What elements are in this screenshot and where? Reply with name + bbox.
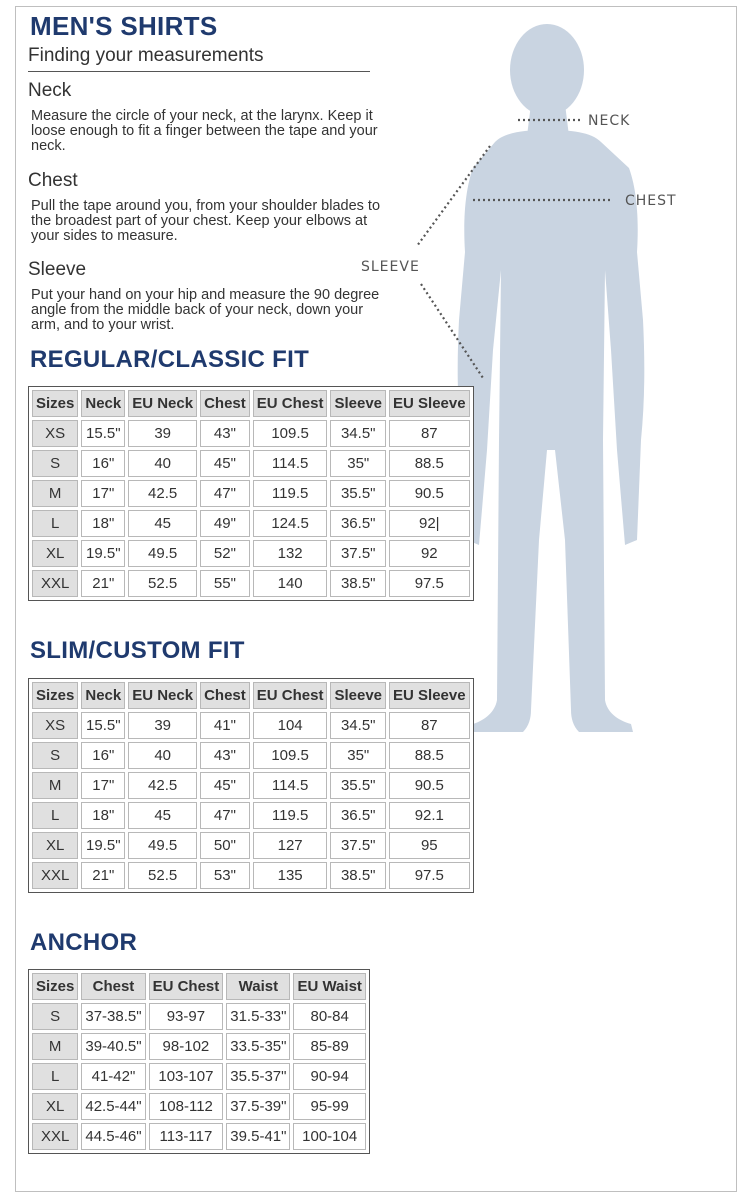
value-cell: 39-40.5" bbox=[81, 1033, 145, 1060]
value-cell: 80-84 bbox=[293, 1003, 365, 1030]
table-row bbox=[32, 832, 470, 859]
size-cell: XXL bbox=[32, 570, 78, 597]
value-cell: 16" bbox=[81, 450, 125, 477]
body-silhouette-figure bbox=[355, 20, 695, 745]
value-cell: 39 bbox=[128, 420, 197, 447]
value-cell: 140 bbox=[253, 570, 328, 597]
size-cell: XL bbox=[32, 540, 78, 567]
value-cell: 15.5" bbox=[81, 420, 125, 447]
value-cell: 34.5" bbox=[330, 712, 386, 739]
column-header: EU Neck bbox=[128, 682, 197, 709]
column-header: EU Chest bbox=[253, 682, 328, 709]
value-cell: 37.5-39" bbox=[226, 1093, 290, 1120]
page-subtitle: Finding your measurements bbox=[28, 45, 370, 72]
table-row bbox=[32, 1003, 366, 1030]
anchor-fit-title: ANCHOR bbox=[30, 929, 138, 956]
column-header: EU Chest bbox=[149, 973, 224, 1000]
value-cell: 124.5 bbox=[253, 510, 328, 537]
chest-instructions: Pull the tape around you, from your shoulder blades to the broadest part of your chest. Keep your elbows at your sides to measure. bbox=[31, 198, 381, 244]
sleeve-heading: Sleeve bbox=[28, 259, 87, 280]
value-cell: 93-97 bbox=[149, 1003, 224, 1030]
value-cell: 97.5 bbox=[389, 862, 470, 889]
value-cell: 42.5 bbox=[128, 480, 197, 507]
chest-heading: Chest bbox=[28, 170, 78, 191]
value-cell: 39 bbox=[128, 712, 197, 739]
table-row bbox=[32, 1033, 366, 1060]
size-cell: XXL bbox=[32, 862, 78, 889]
column-header: Neck bbox=[81, 390, 125, 417]
column-header: Chest bbox=[200, 390, 250, 417]
value-cell: 16" bbox=[81, 742, 125, 769]
value-cell: 85-89 bbox=[293, 1033, 365, 1060]
value-cell: 104 bbox=[253, 712, 328, 739]
value-cell: 37-38.5" bbox=[81, 1003, 145, 1030]
chest-label: CHEST bbox=[625, 193, 677, 209]
table-row bbox=[32, 540, 470, 567]
table-row bbox=[32, 510, 470, 537]
value-cell: 90.5 bbox=[389, 772, 470, 799]
value-cell: 119.5 bbox=[253, 802, 328, 829]
value-cell: 31.5-33" bbox=[226, 1003, 290, 1030]
value-cell: 21" bbox=[81, 862, 125, 889]
value-cell: 44.5-46" bbox=[81, 1123, 145, 1150]
value-cell: 90.5 bbox=[389, 480, 470, 507]
value-cell: 19.5" bbox=[81, 832, 125, 859]
value-cell: 114.5 bbox=[253, 450, 328, 477]
value-cell: 49.5 bbox=[128, 540, 197, 567]
value-cell: 40 bbox=[128, 742, 197, 769]
value-cell: 49.5 bbox=[128, 832, 197, 859]
value-cell: 90-94 bbox=[293, 1063, 365, 1090]
value-cell: 114.5 bbox=[253, 772, 328, 799]
value-cell: 95-99 bbox=[293, 1093, 365, 1120]
column-header: EU Sleeve bbox=[389, 390, 470, 417]
value-cell: 113-117 bbox=[149, 1123, 224, 1150]
value-cell: 88.5 bbox=[389, 450, 470, 477]
value-cell: 39.5-41" bbox=[226, 1123, 290, 1150]
table-header-row bbox=[32, 973, 366, 1000]
neck-heading: Neck bbox=[28, 80, 72, 101]
value-cell: 18" bbox=[81, 510, 125, 537]
table-row bbox=[32, 862, 470, 889]
table-row bbox=[32, 480, 470, 507]
value-cell: 49" bbox=[200, 510, 250, 537]
column-header: EU Chest bbox=[253, 390, 328, 417]
value-cell: 40 bbox=[128, 450, 197, 477]
column-header: EU Sleeve bbox=[389, 682, 470, 709]
value-cell: 47" bbox=[200, 802, 250, 829]
value-cell: 17" bbox=[81, 480, 125, 507]
value-cell: 17" bbox=[81, 772, 125, 799]
value-cell: 35.5-37" bbox=[226, 1063, 290, 1090]
size-cell: XL bbox=[32, 1093, 78, 1120]
value-cell: 45 bbox=[128, 510, 197, 537]
slim-fit-title: SLIM/CUSTOM FIT bbox=[30, 637, 245, 664]
column-header: Sizes bbox=[32, 390, 78, 417]
value-cell: 100-104 bbox=[293, 1123, 365, 1150]
regular-fit-title: REGULAR/CLASSIC FIT bbox=[30, 346, 310, 373]
value-cell: 36.5" bbox=[330, 802, 386, 829]
size-cell: XL bbox=[32, 832, 78, 859]
value-cell: 92.1 bbox=[389, 802, 470, 829]
table-row bbox=[32, 1123, 366, 1150]
value-cell: 92| bbox=[389, 510, 470, 537]
value-cell: 21" bbox=[81, 570, 125, 597]
value-cell: 45" bbox=[200, 772, 250, 799]
size-cell: L bbox=[32, 802, 78, 829]
value-cell: 87 bbox=[389, 420, 470, 447]
value-cell: 127 bbox=[253, 832, 328, 859]
regular-fit-table bbox=[28, 386, 474, 601]
value-cell: 103-107 bbox=[149, 1063, 224, 1090]
column-header: Neck bbox=[81, 682, 125, 709]
value-cell: 18" bbox=[81, 802, 125, 829]
value-cell: 34.5" bbox=[330, 420, 386, 447]
value-cell: 35" bbox=[330, 450, 386, 477]
value-cell: 108-112 bbox=[149, 1093, 224, 1120]
value-cell: 52.5 bbox=[128, 570, 197, 597]
column-header: Sleeve bbox=[330, 682, 386, 709]
value-cell: 41" bbox=[200, 712, 250, 739]
column-header: Sizes bbox=[32, 973, 78, 1000]
size-cell: M bbox=[32, 772, 78, 799]
table-row bbox=[32, 1093, 366, 1120]
value-cell: 98-102 bbox=[149, 1033, 224, 1060]
neck-instructions: Measure the circle of your neck, at the larynx. Keep it loose enough to fit a finger between the tape and your neck. bbox=[31, 108, 378, 154]
value-cell: 19.5" bbox=[81, 540, 125, 567]
table-row bbox=[32, 1063, 366, 1090]
sleeve-instructions: Put your hand on your hip and measure the 90 degree angle from the middle back of your neck, down your arm, and to your wrist. bbox=[31, 287, 380, 333]
value-cell: 15.5" bbox=[81, 712, 125, 739]
value-cell: 47" bbox=[200, 480, 250, 507]
table-header-row bbox=[32, 682, 470, 709]
table-row bbox=[32, 802, 470, 829]
value-cell: 37.5" bbox=[330, 540, 386, 567]
table-row bbox=[32, 742, 470, 769]
column-header: Waist bbox=[226, 973, 290, 1000]
size-cell: XS bbox=[32, 420, 78, 447]
column-header: Chest bbox=[200, 682, 250, 709]
value-cell: 45" bbox=[200, 450, 250, 477]
size-cell: S bbox=[32, 450, 78, 477]
size-cell: L bbox=[32, 510, 78, 537]
value-cell: 36.5" bbox=[330, 510, 386, 537]
table-row bbox=[32, 712, 470, 739]
size-cell: XS bbox=[32, 712, 78, 739]
size-cell: L bbox=[32, 1063, 78, 1090]
sleeve-label: SLEEVE bbox=[361, 259, 420, 275]
value-cell: 95 bbox=[389, 832, 470, 859]
value-cell: 35.5" bbox=[330, 480, 386, 507]
column-header: EU Waist bbox=[293, 973, 365, 1000]
slim-fit-table bbox=[28, 678, 474, 893]
value-cell: 42.5-44" bbox=[81, 1093, 145, 1120]
size-cell: S bbox=[32, 742, 78, 769]
value-cell: 38.5" bbox=[330, 570, 386, 597]
value-cell: 41-42" bbox=[81, 1063, 145, 1090]
value-cell: 109.5 bbox=[253, 420, 328, 447]
value-cell: 92 bbox=[389, 540, 470, 567]
table-row bbox=[32, 450, 470, 477]
value-cell: 33.5-35" bbox=[226, 1033, 290, 1060]
value-cell: 52.5 bbox=[128, 862, 197, 889]
value-cell: 87 bbox=[389, 712, 470, 739]
table-row bbox=[32, 420, 470, 447]
body-silhouette bbox=[458, 24, 645, 732]
value-cell: 42.5 bbox=[128, 772, 197, 799]
table-row bbox=[32, 772, 470, 799]
column-header: Sleeve bbox=[330, 390, 386, 417]
value-cell: 53" bbox=[200, 862, 250, 889]
value-cell: 45 bbox=[128, 802, 197, 829]
table-header-row bbox=[32, 390, 470, 417]
neck-label: NECK bbox=[588, 113, 631, 129]
value-cell: 35" bbox=[330, 742, 386, 769]
value-cell: 97.5 bbox=[389, 570, 470, 597]
page-title: MEN'S SHIRTS bbox=[30, 11, 218, 41]
value-cell: 35.5" bbox=[330, 772, 386, 799]
table-row bbox=[32, 570, 470, 597]
size-cell: S bbox=[32, 1003, 78, 1030]
size-cell: M bbox=[32, 480, 78, 507]
value-cell: 37.5" bbox=[330, 832, 386, 859]
value-cell: 55" bbox=[200, 570, 250, 597]
value-cell: 132 bbox=[253, 540, 328, 567]
value-cell: 50" bbox=[200, 832, 250, 859]
size-cell: XXL bbox=[32, 1123, 78, 1150]
value-cell: 109.5 bbox=[253, 742, 328, 769]
value-cell: 43" bbox=[200, 420, 250, 447]
anchor-fit-table bbox=[28, 969, 370, 1154]
column-header: EU Neck bbox=[128, 390, 197, 417]
size-cell: M bbox=[32, 1033, 78, 1060]
value-cell: 135 bbox=[253, 862, 328, 889]
value-cell: 38.5" bbox=[330, 862, 386, 889]
value-cell: 119.5 bbox=[253, 480, 328, 507]
column-header: Sizes bbox=[32, 682, 78, 709]
value-cell: 43" bbox=[200, 742, 250, 769]
column-header: Chest bbox=[81, 973, 145, 1000]
value-cell: 52" bbox=[200, 540, 250, 567]
value-cell: 88.5 bbox=[389, 742, 470, 769]
